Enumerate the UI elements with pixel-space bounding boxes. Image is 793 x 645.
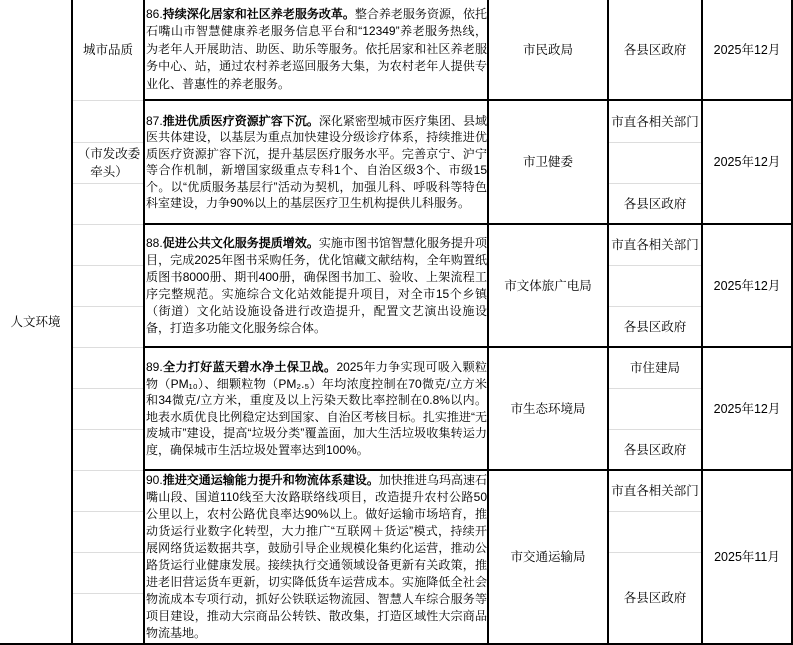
deadline: 2025年12月 (713, 278, 781, 293)
lead-unit: 市卫健委 (522, 155, 573, 169)
responsible-unit: 市住建局 (629, 361, 680, 375)
lead-unit: 市文体旅广电局 (504, 278, 592, 293)
deadline: 2025年12月 (713, 155, 781, 169)
responsible-unit: 市直各相关部门 (611, 237, 699, 252)
task-content: 87.推进优质医疗资源扩容下沉。深化紧密型城市医疗集团、县域医共体建设，以基层为重点加快建设分级诊疗体系，持续推进优质医疗资源扩容下沉，提升基层医疗服务水平。完善京宁、沪宁等合作机制，新增国家级重点专科1个、自治区级3个、市级15个。以“优质服务基层行”活动为契机，加强儿科、呼吸科等特色科室建设，力争90%以上的基层医疗卫生机构提供儿科服务。 (146, 113, 487, 210)
task-content: 89.全力打好蓝天碧水净土保卫战。2025年力争实现可吸入颗粒物（PM₁₀）、细颗粒物（PM₂.₅）年均浓度控制在70微克/立方米和34微克/立方米，重度及以上污染天数比率控制在0.8%以内。地表水质优良比例稳定达到国家、自治区考核目标。扎实推进“无废城市”建设，提高“垃圾分类”覆盖面，加大生活垃圾收集转运力度，确保城市生活垃圾处置率达到100%。 (146, 360, 487, 457)
task-content: 90.推进交通运输能力提升和物流体系建设。加快推进乌玛高速石嘴山段、国道110线至大汝路联络线项目，改造提升农村公路50公里以上，农村公路优良率达90%以上。做好运输市场培育，推动货运行业数字化转型，大力推广“互联网＋货运”模式，持续开展网络货运数据共享，鼓励引导企业规模化集约化运营，推动公路货运行业健康发展。接续执行交通领域设备更新有关政策，推进老旧营运货车更新，切实降低货车运营成本。实施降低全社会物流成本专项行动，抓好公铁联运物流园、智慧人车综合服务等项目建设，推动大宗商品公转铁、散改集，打造区域性大宗商品物流基地。 (146, 473, 487, 640)
responsible-unit: 各县区政府 (623, 443, 687, 457)
deadline: 2025年12月 (713, 401, 781, 416)
deadline: 2025年12月 (713, 42, 781, 57)
responsible-unit: 各县区政府 (623, 42, 687, 57)
lead-unit: 市生态环境局 (510, 401, 586, 416)
subcategory-cell: 城市品质 (82, 43, 133, 57)
lead-note-cell: （市发改委牵头） (77, 147, 141, 179)
lead-unit: 市交通运输局 (510, 550, 586, 564)
deadline: 2025年11月 (714, 550, 780, 564)
divider (71, 0, 73, 645)
responsible-unit: 市直各相关部门 (611, 114, 699, 129)
category-cell: 人文环境 (10, 315, 61, 329)
divider (143, 0, 145, 645)
responsible-unit: 各县区政府 (623, 591, 687, 605)
responsible-unit: 各县区政府 (623, 320, 687, 334)
task-content: 86.持续深化居家和社区养老服务改革。整合养老服务资源，依托石嘴山市智慧健康养老服务信息平台和“12349”养老服务热线，为老年人开展助洁、助医、助乐等服务。依托居家和社区养老服务中心、站，通过农村养老巡回服务大集，为农村老年人提供专业化、普惠性的养老服务。 (146, 6, 487, 91)
task-content: 88.促进公共文化服务提质增效。实施市图书馆智慧化服务提升项目，完成2025年图书采购任务，优化馆藏文献结构，全年购置纸质图书8000册、期刊400册，确保图书加工、验收、上架流程工序完整规范。实施综合文化站效能提升项目，对全市15个乡镇（街道）文化站设施设备进行改造提升，配置文艺演出设施设备，打造多功能文化服务综合体。 (146, 235, 487, 335)
responsible-unit: 各县区政府 (623, 197, 687, 211)
responsible-unit: 市直各相关部门 (611, 483, 699, 498)
lead-unit: 市民政局 (522, 42, 573, 57)
